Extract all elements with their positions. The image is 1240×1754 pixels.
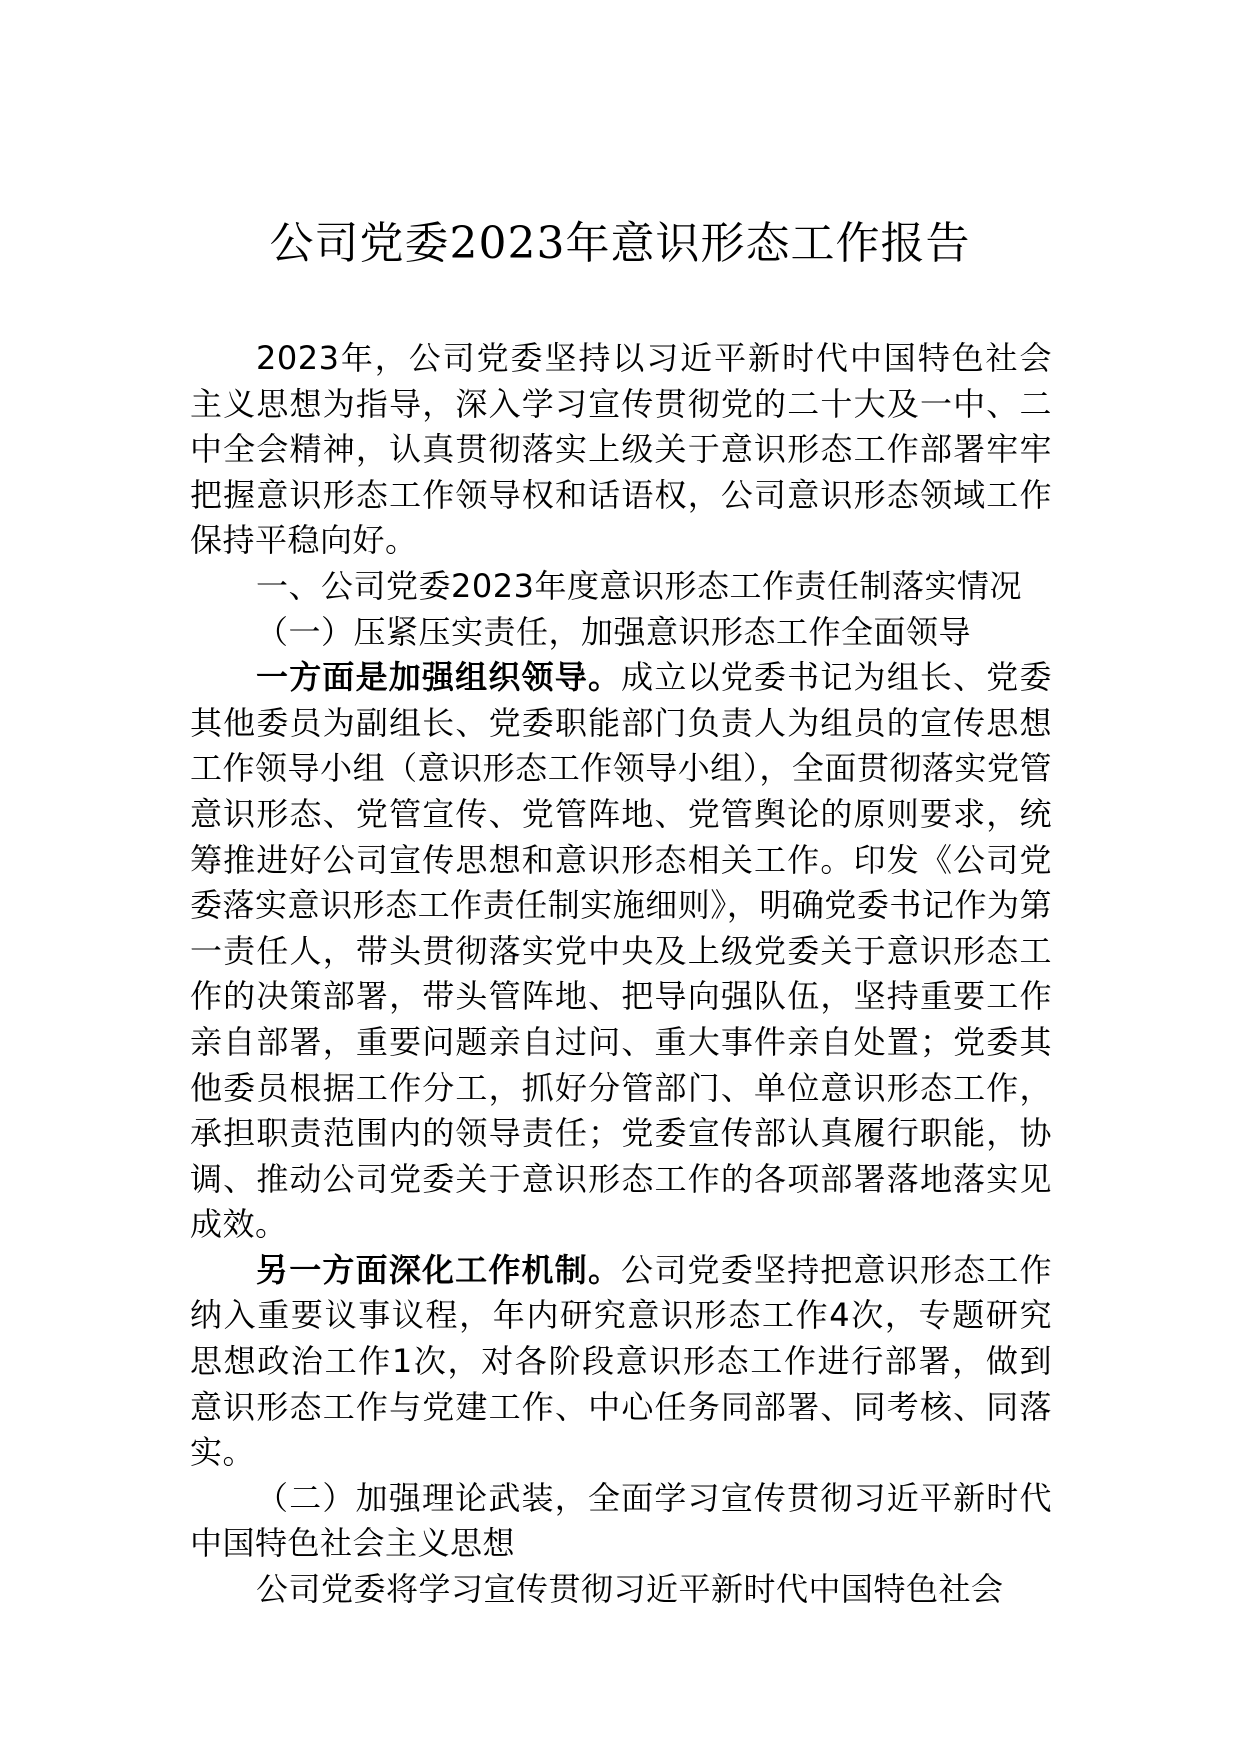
document-title: 公司党委2023年意识形态工作报告: [269, 218, 971, 269]
body-paragraph: [190, 655, 1052, 1248]
body-paragraph: 公司党委将学习宣传贯彻习近平新时代中国特色社会: [256, 1570, 1004, 1609]
paragraph-lead: 另一方面深化工作机制。: [256, 1250, 622, 1289]
body-paragraph: [190, 1248, 1052, 1476]
intro-paragraph: 2023年，公司党委坚持以习近平新时代中国特色社会主义思想为指导，深入学习宣传贯彻党的二十大及一中、二中全会精神，认真贯彻落实上级关于意识形态工作部署牢牢把握意识形态工作领导权和话语权，公司意识形态领域工作保持平稳向好。: [190, 339, 1052, 560]
paragraph-text: 成立以党委书记为组长、党委其他委员为副组长、党委职能部门负责人为组员的宣传思想工作领导小组（意识形态工作领导小组），全面贯彻落实党管意识形态、党管宣传、党管阵地、党管舆论的原则要求，统筹推进好公司宣传思想和意识形态相关工作。印发《公司党委落实意识形态工作责任制实施细则》，明确党委书记作为第一责任人，带头贯彻落实党中央及上级党委关于意识形态工作的决策部署，带头管阵地、把导向强队伍，坚持重要工作亲自部署，重要问题亲自过问、重大事件亲自处置；党委其他委员根据工作分工，抓好分管部门、单位意识形态工作，承担职责范围内的领导责任；党委宣传部认真履行职能，协调、推动公司党委关于意识形态工作的各项部署落地落实见成效。: [190, 658, 1052, 1244]
subsection-heading: （二）加强理论武装，全面学习宣传贯彻习近平新时代中国特色社会主义思想: [190, 1478, 1052, 1563]
section-heading: 一、公司党委2023年度意识形态工作责任制落实情况: [256, 566, 1022, 605]
paragraph-lead: 一方面是加强组织领导。: [256, 658, 622, 697]
document-body: [190, 336, 1052, 1613]
paragraph-text: 公司党委坚持把意识形态工作纳入重要议事议程，年内研究意识形态工作4次，专题研究思想政治工作1次，对各阶段意识形态工作进行部署，做到意识形态工作与党建工作、中心任务同部署、同考核、同落实。: [190, 1250, 1052, 1472]
subsection-heading: （一）压紧压实责任，加强意识形态工作全面领导: [256, 612, 972, 651]
